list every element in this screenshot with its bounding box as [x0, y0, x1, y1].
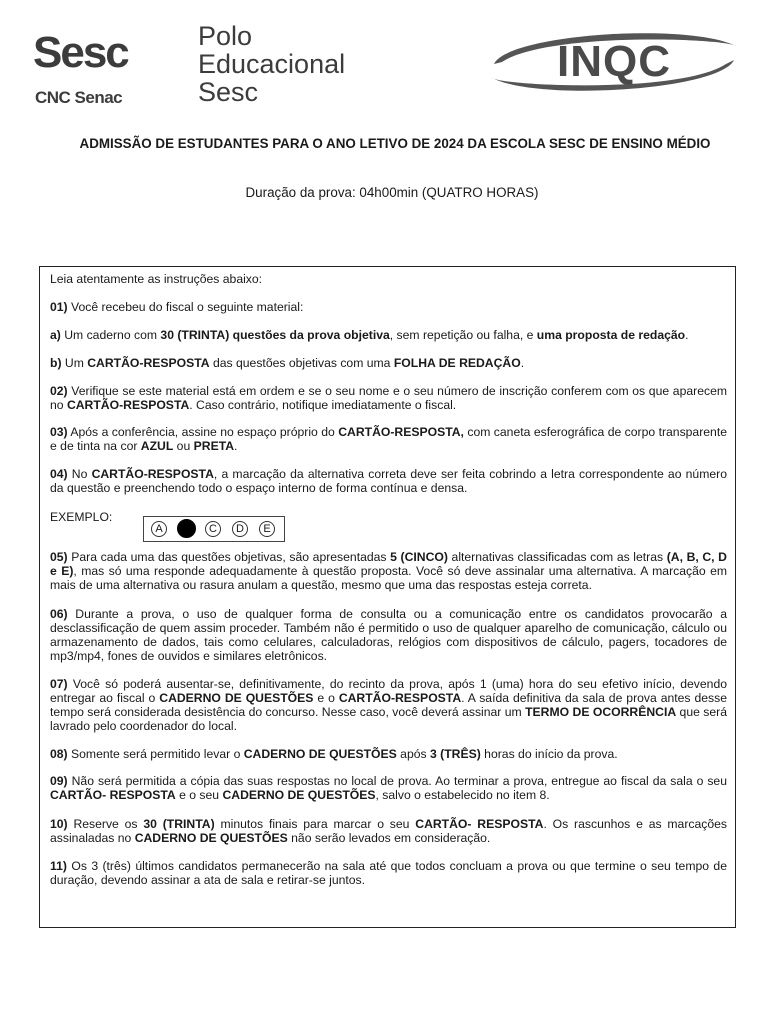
item-bold: TERMO DE OCORRÊNCIA — [525, 705, 677, 719]
item-text: minutos finais para marcar o seu — [214, 817, 416, 831]
item-text: Um caderno com — [60, 328, 161, 342]
item-bold: CADERNO DE QUESTÕES — [134, 831, 288, 845]
instruction-04 — [50, 467, 727, 495]
item-text: . — [520, 356, 525, 370]
item-text: Não será permitida a cópia das suas respostas no local de prova. Ao terminar a prova, entregue ao fiscal da sala o seu — [67, 774, 727, 788]
item-bold: CADERNO DE QUESTÕES — [159, 691, 314, 705]
item-bold: 3 (TRÊS) — [430, 747, 481, 761]
item-bold: CARTÃO-RESPOSTA — [91, 467, 214, 481]
item-text: Reserve os — [67, 817, 144, 831]
sesc-logo-text: Sesc — [33, 28, 128, 77]
instruction-01 — [50, 300, 727, 314]
instruction-07 — [50, 677, 727, 733]
item-bold: FOLHA DE REDAÇÃO — [393, 356, 521, 370]
item-text: Um — [61, 356, 88, 370]
item-bold: CADERNO DE QUESTÕES — [222, 788, 376, 802]
cnc-senac-logo-text: CNC Senac — [35, 88, 123, 107]
item-bold: AZUL — [140, 439, 174, 453]
instruction-06 — [50, 607, 727, 663]
item-number: 08) — [50, 747, 68, 761]
item-number: 04) — [50, 467, 68, 481]
polo-educacional-logo — [198, 22, 345, 106]
item-bold: CARTÃO-RESPOSTA — [66, 398, 190, 412]
inqc-logo — [488, 24, 740, 100]
item-text: das questões objetivas com uma — [209, 356, 394, 370]
page-header — [0, 0, 768, 120]
bubble-option-b-filled — [177, 519, 196, 538]
item-number: 10) — [50, 817, 68, 831]
item-text: com caneta esferográfica de corpo transparente e de tinta na cor — [50, 425, 727, 453]
item-text: horas do início da prova. — [480, 747, 618, 761]
item-text: Você só poderá ausentar-se, definitivamente, do recinto da prova, após 1 (uma) hora do seu efetivo início, devendo entregar ao fiscal o — [50, 677, 727, 705]
item-text: que será lavrado pelo coordenador do local. — [50, 705, 727, 733]
item-text: . — [234, 439, 238, 453]
item-number: 05) — [50, 550, 68, 564]
item-text: Os 3 (três) últimos candidatos permanecerão na sala até que todos concluam a prova ou que termine o seu tempo de duração, devendo assinar a ata de sala e retirar-se juntos. — [50, 859, 727, 887]
instruction-02 — [50, 384, 727, 412]
item-text: não serão levados em consideração. — [287, 831, 491, 845]
item-text: . — [685, 328, 689, 342]
item-text: Somente será permitido levar o — [67, 747, 244, 761]
instructions-box — [39, 266, 736, 928]
instruction-11 — [50, 859, 727, 887]
exam-duration: Duração da prova: 04h00min (QUATRO HORAS) — [245, 185, 539, 200]
item-number: a) — [50, 328, 61, 342]
item-text: , salvo o estabelecido no item 8. — [375, 788, 550, 802]
item-bold: CARTÃO- RESPOSTA — [50, 788, 176, 802]
item-text: , sem repetição ou falha, e — [389, 328, 537, 342]
item-text: No — [67, 467, 92, 481]
instruction-10 — [50, 817, 727, 845]
item-bold: CARTÃO-RESPOSTA — [87, 356, 210, 370]
item-text: Durante a prova, o uso de qualquer forma de consulta ou a comunicação entre os candidatos provocarão a desclassificação de quem assim proceder. Também não é permitido o uso de qualquer aparelho de comunicação, cálculo ou armazenamento de dados, tais como celulares, calculadoras, relógios com dispositivos de cálculo, pagers, tocadores de mp3/mp4, fones de ouvidos e similares eletrônicos. — [50, 607, 727, 663]
bubble-option-c: C — [205, 521, 221, 537]
polo-line-1: Polo — [198, 21, 253, 51]
instruction-03 — [50, 425, 727, 453]
inqc-logo-text: INQC — [557, 37, 671, 86]
item-text: , mas só uma responde adequadamente à questão proposta. Você só deve assinalar uma alternativa. A marcação em mais de uma alternativa ou rasura anulam a questão, mesmo que uma das respostas esteja correta. — [50, 564, 727, 592]
item-bold: 30 (TRINTA) questões da prova objetiva — [160, 328, 390, 342]
instruction-08 — [50, 747, 727, 761]
item-text: Após a conferência, assine no espaço próprio do — [67, 425, 339, 439]
item-bold: (A, B, C, D e E) — [50, 550, 727, 578]
item-number: 09) — [50, 774, 68, 788]
item-text: . A saída definitiva da sala de prova antes desse tempo será considerada desistência do concurso. Nesse caso, você deverá assinar um — [50, 691, 727, 719]
polo-line-2: Educacional — [198, 49, 346, 79]
sesc-logo — [33, 30, 163, 110]
item-bold: CARTÃO-RESPOSTA — [338, 691, 462, 705]
bubble-option-a: A — [151, 521, 167, 537]
item-bold: uma proposta de redação — [536, 328, 686, 342]
item-number: 11) — [50, 859, 67, 873]
item-bold: CADERNO DE QUESTÕES — [243, 747, 397, 761]
item-text: Você recebeu do fiscal o seguinte material: — [67, 300, 304, 314]
instruction-a — [50, 328, 727, 342]
item-text: . Os rascunhos e as marcações assinaladas no — [50, 817, 727, 845]
instruction-05 — [50, 550, 727, 592]
item-bold: PRETA — [193, 439, 235, 453]
example-label: EXEMPLO: — [50, 510, 113, 524]
page-title: ADMISSÃO DE ESTUDANTES PARA O ANO LETIVO DE 2024 DA ESCOLA SESC DE ENSINO MÉDIO — [79, 136, 711, 151]
item-number: b) — [50, 356, 62, 370]
item-text: . Caso contrário, notifique imediatamente o fiscal. — [189, 398, 457, 412]
item-number: 06) — [50, 607, 68, 621]
item-text: após — [396, 747, 430, 761]
item-number: 07) — [50, 677, 68, 691]
item-text: alternativas classificadas com as letras — [447, 550, 667, 564]
item-number: 03) — [50, 425, 68, 439]
example-answer-bubbles — [143, 516, 285, 542]
item-text: e o — [313, 691, 339, 705]
item-number: 02) — [50, 384, 68, 398]
item-bold: CARTÃO-RESPOSTA, — [338, 425, 464, 439]
polo-line-3: Sesc — [198, 77, 259, 107]
instructions-intro: Leia atentamente as instruções abaixo: — [50, 272, 263, 286]
item-number: 01) — [50, 300, 68, 314]
item-bold: 5 (CINCO) — [390, 550, 448, 564]
instruction-09 — [50, 774, 727, 802]
item-text: Para cada uma das questões objetivas, são apresentadas — [67, 550, 391, 564]
item-bold: 30 (TRINTA) — [143, 817, 215, 831]
instruction-b — [50, 356, 727, 370]
bubble-option-d: D — [232, 521, 248, 537]
item-text: Verifique se este material está em ordem e se o seu nome e o seu número de inscrição conferem com os que aparecem no — [50, 384, 727, 412]
item-text: ou — [173, 439, 194, 453]
item-text: , a marcação da alternativa correta deve ser feita cobrindo a letra correspondente ao número da questão e preenchendo todo o espaço interno de forma contínua e densa. — [50, 467, 727, 495]
item-text: e o seu — [175, 788, 223, 802]
bubble-option-e: E — [259, 521, 275, 537]
item-bold: CARTÃO- RESPOSTA — [415, 817, 544, 831]
